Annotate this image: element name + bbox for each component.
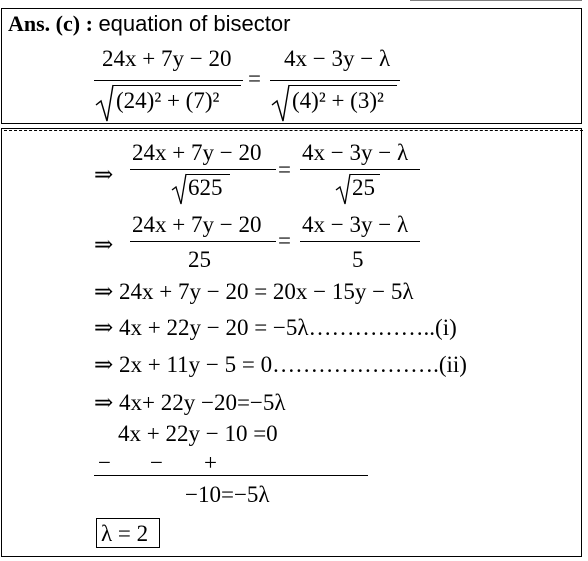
answer-option: Ans. (c) : — [8, 11, 93, 36]
step6-equation: ⇒ 4x+ 22y −20=−5λ — [94, 390, 286, 415]
top-rule — [410, 0, 582, 1]
step2-rhs-fraction-bar — [300, 241, 420, 242]
eq0-rhs-radical-bar — [289, 85, 397, 86]
solution-box — [1, 128, 582, 557]
step4-equation: ⇒ 4x + 22y − 20 = −5λ……………..(i) — [94, 315, 457, 340]
step1-implies: ⇒ — [94, 162, 114, 187]
step1-equals: = — [278, 157, 291, 182]
subtraction-rule — [94, 475, 368, 476]
step1-rhs-numerator: 4x − 3y − λ — [302, 140, 409, 165]
sign-plus: + — [204, 450, 217, 475]
step2-implies: ⇒ — [94, 232, 114, 257]
step2-rhs-denominator: 5 — [352, 247, 364, 272]
answer-description: equation of bisector — [98, 11, 291, 36]
eq0-lhs-fraction-bar — [94, 80, 243, 81]
step1-lhs-fraction-bar — [130, 169, 276, 170]
step1-rhs-fraction-bar — [300, 169, 420, 170]
step7-equation: 4x + 22y − 10 =0 — [118, 421, 278, 446]
eq0-lhs-denominator: (24)² + (7)² — [116, 88, 220, 113]
step1-rhs-denominator: 25 — [352, 175, 375, 200]
radical-icon — [272, 85, 292, 125]
result-value: λ = 2 — [101, 521, 149, 546]
eq0-lhs-numerator: 24x + 7y − 20 — [102, 46, 232, 71]
answer-label — [8, 13, 290, 35]
eq0-rhs-denominator: (4)² + (3)² — [292, 88, 384, 113]
eq0-lhs-radical-bar — [113, 85, 241, 86]
step2-rhs-numerator: 4x − 3y − λ — [302, 212, 409, 237]
sign-minus-2: − — [150, 450, 163, 475]
step1-lhs-denominator: 625 — [188, 175, 223, 200]
step2-equals: = — [278, 228, 291, 253]
result-box — [96, 518, 160, 548]
step1-lhs-numerator: 24x + 7y − 20 — [132, 140, 262, 165]
dashed-rule — [4, 130, 583, 131]
step5-equation: ⇒ 2x + 11y − 5 = 0………………….(ii) — [94, 352, 467, 377]
step8-equation: −10=−5λ — [185, 482, 270, 507]
step2-lhs-numerator: 24x + 7y − 20 — [132, 212, 262, 237]
eq0-rhs-numerator: 4x − 3y − λ — [284, 46, 391, 71]
radical-icon — [96, 85, 116, 125]
sign-minus-1: − — [98, 450, 111, 475]
step2-lhs-fraction-bar — [130, 241, 276, 242]
eq0-rhs-fraction-bar — [270, 80, 400, 81]
step3-equation: ⇒ 24x + 7y − 20 = 20x − 15y − 5λ — [94, 279, 414, 304]
step2-lhs-denominator: 25 — [188, 247, 211, 272]
eq0-equals: = — [248, 66, 261, 91]
answer-header-box — [1, 8, 582, 124]
